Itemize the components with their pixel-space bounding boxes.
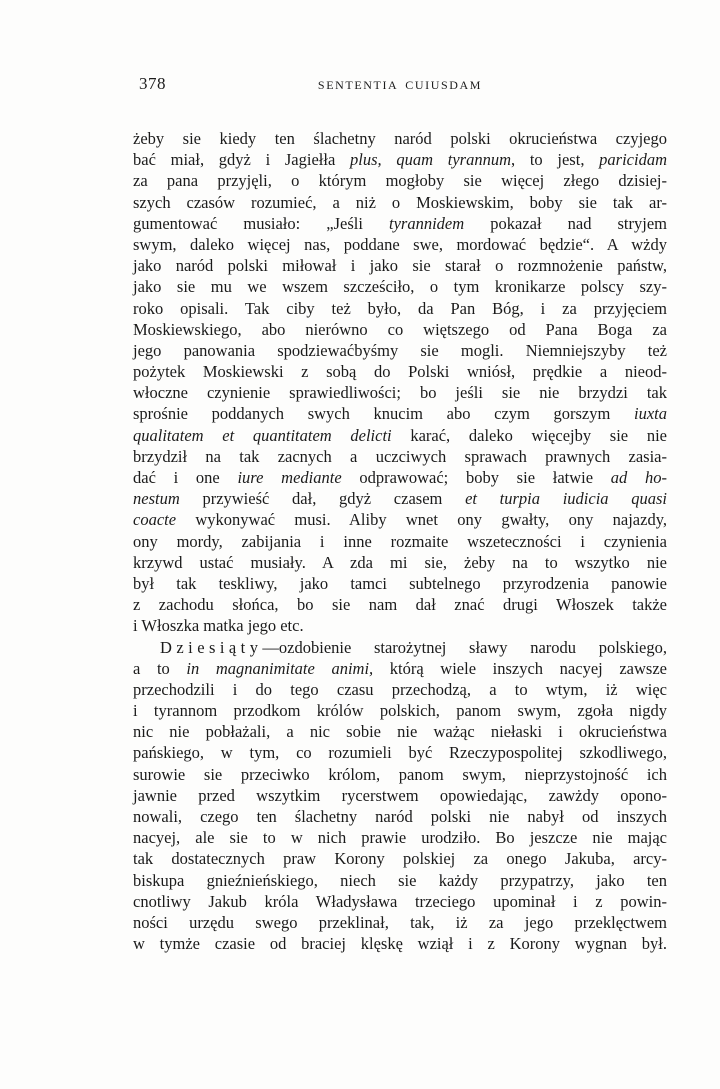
running-head bbox=[133, 74, 667, 96]
text-segment: sprośnie poddanych swych knucim abo czym gorszym bbox=[133, 404, 634, 424]
text-segment: nacyej, ale sie to w nich prawie urodziło. Bo jeszcze nie mając bbox=[133, 828, 667, 848]
latin-phrase: coacte bbox=[133, 510, 177, 530]
text-segment: ony mordy, zabijania i inne rozmaite wszeteczności i czynienia bbox=[133, 531, 667, 551]
text-line bbox=[133, 891, 667, 912]
text-line bbox=[133, 785, 667, 806]
text-segment: jako sie mu we wszem szcześciło, o tym kronikarze polscy szy- bbox=[133, 277, 667, 297]
text-line bbox=[133, 276, 667, 297]
latin-phrase: qualitatem et quantitatem delicti bbox=[133, 425, 392, 445]
text-column bbox=[133, 74, 667, 954]
text-segment: Moskiewskiego, abo nierówno co więtszego od Pana Boga za bbox=[133, 319, 667, 339]
text-segment: pańskiego, w tym, co rozumieli być Rzeczypospolitej szkodliwego, bbox=[133, 743, 667, 763]
text-line bbox=[133, 658, 667, 679]
text-segment: cnotliwy Jakub króla Władysława trzeciego upominał i z powin- bbox=[133, 891, 667, 911]
text-line bbox=[133, 679, 667, 700]
latin-phrase: iure mediante bbox=[237, 468, 342, 487]
text-line bbox=[133, 806, 667, 827]
text-segment: jako naród polski miłował i jako sie starał o rozmnożenie państw, bbox=[133, 256, 667, 276]
latin-phrase: ad ho- bbox=[610, 468, 667, 487]
text-segment: pożytek Moskiewski z sobą do Polski wniósł, prędkie a nieod- bbox=[133, 362, 667, 382]
text-segment: odprawować; boby sie łatwie bbox=[341, 468, 611, 487]
text-segment: Dziesiąty bbox=[160, 637, 263, 657]
text-line bbox=[133, 594, 667, 615]
text-segment: ności urzędu swego przeklinał, tak, iż za jego przeklęctwem bbox=[133, 912, 667, 932]
text-segment: przywieść dał, gdyż czasem bbox=[179, 489, 466, 509]
page-number: 378 bbox=[139, 74, 166, 93]
text-segment: nic nie pobłażali, a nic sobie nie ważąc niełaski i okrucieństwa bbox=[133, 722, 667, 742]
text-line bbox=[133, 870, 667, 891]
text-segment: swym, daleko więcej nas, poddane swe, mordować będzie“. A wżdy bbox=[133, 234, 667, 254]
text-line bbox=[133, 170, 667, 191]
text-segment: którą wiele inszych nacyej zawsze bbox=[373, 658, 667, 678]
text-line bbox=[133, 255, 667, 276]
text-line bbox=[133, 234, 667, 255]
text-segment: szych czasów rozumieć, a niż o Moskiewskim, boby sie tak ar- bbox=[133, 192, 667, 212]
text-line bbox=[133, 637, 667, 658]
latin-phrase: tyrannidem bbox=[389, 213, 465, 233]
body-text bbox=[133, 128, 667, 954]
text-segment: przechodzili i do tego czasu przechodzą, a to wtym, iż więc bbox=[133, 679, 667, 699]
text-segment: w tymże czasie od braciej klęskę wziął i z Korony wygnan był. bbox=[133, 934, 667, 954]
text-segment: i Włoszka matka jego etc. bbox=[133, 616, 304, 636]
text-segment: z zachodu słońca, bo sie nam dał znać drugi Włoszek także bbox=[133, 595, 667, 615]
running-title: SENTENTIA CUIUSDAM bbox=[317, 78, 483, 92]
text-line bbox=[133, 340, 667, 361]
text-line bbox=[133, 382, 667, 403]
text-line bbox=[133, 298, 667, 319]
text-segment: pokazał nad stryjem bbox=[464, 213, 668, 233]
latin-phrase: in magnanimitate animi, bbox=[186, 658, 374, 678]
text-line bbox=[133, 531, 667, 552]
text-line bbox=[133, 488, 667, 509]
text-segment: brzydził na tak zacnych a uczciwych sprawach prawnych zasia- bbox=[133, 446, 667, 466]
text-line bbox=[133, 552, 667, 573]
text-line bbox=[133, 403, 667, 424]
text-segment: wykonywać musi. Aliby wnet ony gwałty, ony najazdy, bbox=[176, 510, 667, 530]
text-line bbox=[133, 425, 667, 446]
paragraph-2 bbox=[133, 637, 667, 955]
text-segment: tak dostatecznych praw Korony polskiej za onego Jakuba, arcy- bbox=[133, 849, 667, 869]
paragraph-1 bbox=[133, 128, 667, 637]
text-line bbox=[133, 149, 667, 170]
text-line bbox=[133, 446, 667, 467]
latin-phrase: nestum bbox=[133, 489, 180, 509]
text-segment: roko opisali. Tak ciby też było, da Pan Bóg, i za przyjęciem bbox=[133, 298, 667, 318]
text-line bbox=[133, 848, 667, 869]
text-segment: biskupa gnieźnieńskiego, niech sie każdy przypatrzy, jako ten bbox=[133, 870, 667, 890]
text-segment: żeby sie kiedy ten ślachetny naród polski okrucieństwa czyjego bbox=[133, 129, 667, 148]
text-line bbox=[133, 213, 667, 234]
text-segment: gumentować musiało: „Jeśli bbox=[133, 213, 390, 233]
text-line bbox=[133, 509, 667, 530]
text-segment: —ozdobienie starożytnej sławy narodu polskiego, bbox=[262, 637, 667, 657]
text-line bbox=[133, 764, 667, 785]
text-line bbox=[133, 721, 667, 742]
text-line bbox=[133, 573, 667, 594]
text-segment: bać miał, gdyż i Jagiełła bbox=[133, 150, 351, 170]
text-segment: jawnie przed wszytkim rycerstwem opowiedając, zawżdy opono- bbox=[133, 785, 667, 805]
text-line bbox=[133, 192, 667, 213]
text-segment: był tak teskliwy, jako tamci subtelnego przyrodzenia panowie bbox=[133, 573, 667, 593]
text-segment: krzywd ustać musiały. A zda mi sie, żeby na to wszytko nie bbox=[133, 552, 667, 572]
latin-phrase: iuxta bbox=[634, 404, 667, 424]
text-segment: , to jest, bbox=[511, 150, 600, 170]
text-line bbox=[133, 361, 667, 382]
text-segment: a to bbox=[133, 658, 187, 678]
text-line bbox=[133, 467, 667, 488]
text-line bbox=[133, 827, 667, 848]
latin-phrase: et turpia iudicia quasi bbox=[465, 489, 667, 509]
text-line bbox=[133, 319, 667, 340]
text-segment: surowie sie przeciwko królom, panom swym, nieprzystojność ich bbox=[133, 764, 667, 784]
latin-phrase: plus, quam tyrannum bbox=[350, 150, 511, 170]
text-line bbox=[133, 128, 667, 149]
text-segment: nowali, czego ten ślachetny naród polski nie nabył od inszych bbox=[133, 807, 667, 826]
text-line bbox=[133, 742, 667, 763]
text-segment: jego panowania spodziewaćbyśmy sie mogli. Niemniejszyby też bbox=[133, 340, 667, 360]
text-line bbox=[133, 912, 667, 933]
text-segment: i tyrannom przodkom królów polskich, panom swym, zgoła nigdy bbox=[133, 701, 667, 721]
text-line bbox=[133, 700, 667, 721]
latin-phrase: paricidam bbox=[599, 150, 668, 170]
text-line bbox=[133, 615, 667, 636]
text-segment: włoczne czynienie sprawiedliwości; bo jeśli sie nie brzydzi tak bbox=[133, 383, 667, 403]
text-segment: karać, daleko więcejby sie nie bbox=[391, 425, 667, 445]
text-segment: za pana przyjęli, o którym mogłoby sie więcej złego dzisiej- bbox=[133, 171, 667, 191]
text-segment: dać i one bbox=[133, 468, 238, 487]
text-line bbox=[133, 933, 667, 954]
